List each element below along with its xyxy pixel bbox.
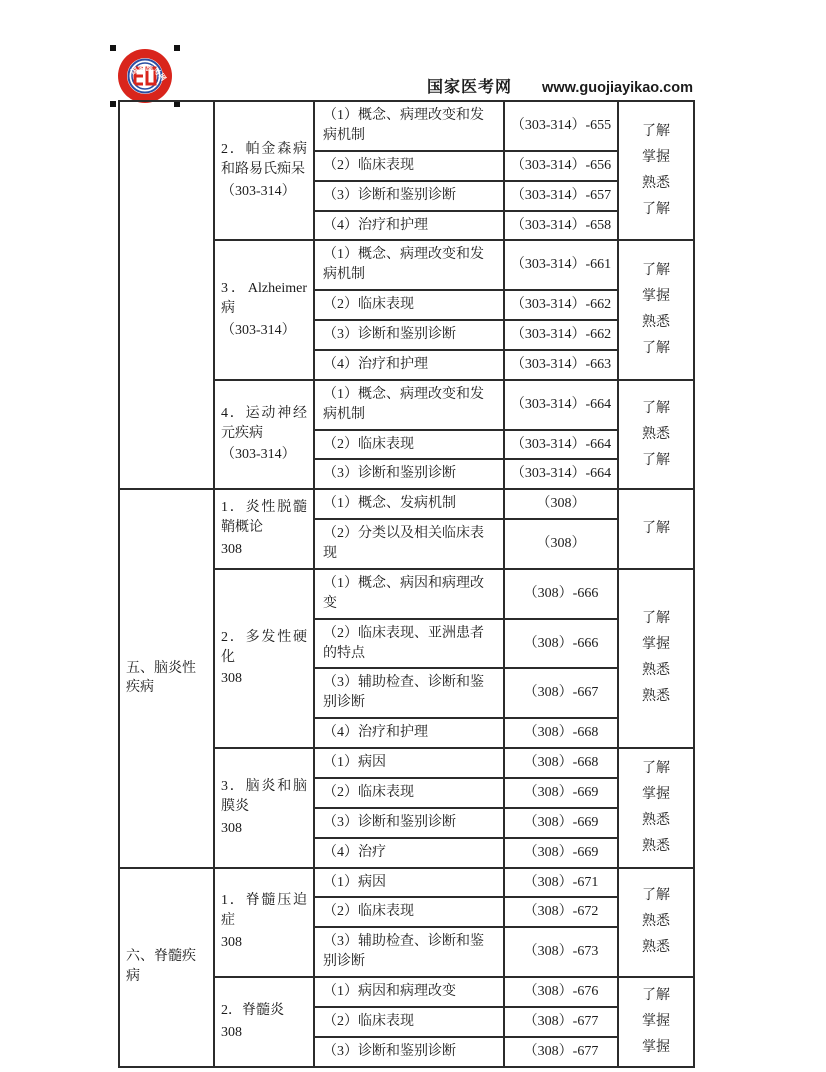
section-cell — [214, 380, 314, 490]
mastery-level: 了解 — [642, 611, 670, 627]
section-page-ref: 308 — [221, 935, 242, 951]
mastery-level: 了解 — [642, 521, 670, 537]
topic-cell: （2）临床表现 — [314, 290, 504, 320]
page-ref-cell: （303-314）-658 — [504, 211, 618, 241]
mastery-cell — [618, 569, 694, 748]
section-cell — [214, 868, 314, 978]
page-ref-cell: （308）-666 — [504, 569, 618, 619]
topic-cell: （3）辅助检查、诊断和鉴别诊断 — [314, 668, 504, 718]
mastery-cell — [618, 489, 694, 569]
page-ref-cell: （303-314）-664 — [504, 380, 618, 430]
page-ref-cell: （308）-677 — [504, 1007, 618, 1037]
page-ref-cell: （308）-677 — [504, 1037, 618, 1067]
section-page-ref: 308 — [221, 542, 242, 557]
topic-cell: （1）概念、病理改变和发病机制 — [314, 380, 504, 430]
mastery-level: 了解 — [642, 888, 670, 904]
section-page-ref: （303-314） — [221, 323, 296, 338]
page-ref-cell: （303-314）-664 — [504, 459, 618, 489]
mastery-level: 了解 — [642, 263, 670, 279]
topic-cell: （3）辅助检查、诊断和鉴别诊断 — [314, 927, 504, 977]
page-ref-cell: （308）-673 — [504, 927, 618, 977]
page-ref-cell: （303-314）-664 — [504, 430, 618, 460]
page-ref-cell: （303-314）-661 — [504, 240, 618, 290]
topic-cell: （1）概念、发病机制 — [314, 489, 504, 519]
table-row — [119, 101, 694, 151]
topic-cell: （1）病因和病理改变 — [314, 977, 504, 1007]
topic-cell: （4）治疗和护理 — [314, 211, 504, 241]
page-ref-cell: （308）-669 — [504, 808, 618, 838]
topic-cell: （2）临床表现 — [314, 897, 504, 927]
topic-cell: （2）临床表现 — [314, 1007, 504, 1037]
page-ref-cell: （303-314）-662 — [504, 290, 618, 320]
category-cell: 五、脑炎性疾病 — [119, 489, 214, 867]
section-name: 3．脑炎和脑膜炎 — [221, 778, 307, 814]
topic-cell: （4）治疗和护理 — [314, 718, 504, 748]
topic-cell: （3）诊断和鉴别诊断 — [314, 1037, 504, 1067]
page-ref-cell: （308）-667 — [504, 668, 618, 718]
mastery-cell — [618, 101, 694, 240]
mastery-level: 了解 — [642, 400, 670, 416]
mastery-cell — [618, 868, 694, 978]
topic-cell: （3）诊断和鉴别诊断 — [314, 459, 504, 489]
mastery-level: 掌握 — [642, 1013, 670, 1029]
mastery-level: 熟悉 — [642, 426, 670, 442]
mastery-cell — [618, 380, 694, 490]
topic-cell: （3）诊断和鉴别诊断 — [314, 320, 504, 350]
mastery-level: 掌握 — [642, 637, 670, 653]
category-cell: 六、脊髓疾病 — [119, 868, 214, 1067]
section-cell — [214, 977, 314, 1067]
topic-cell: （2）临床表现、亚洲患者的特点 — [314, 619, 504, 669]
section-name: 2．脊髓炎 — [221, 1002, 284, 1018]
topic-cell: （2）临床表现 — [314, 151, 504, 181]
mastery-level: 熟悉 — [642, 315, 670, 331]
page-ref-cell: （308） — [504, 489, 618, 519]
mastery-level: 了解 — [642, 201, 670, 217]
category-cell — [119, 101, 214, 489]
mastery-cell — [618, 240, 694, 379]
page-ref-cell: （308）-676 — [504, 977, 618, 1007]
page-ref-cell: （303-314）-662 — [504, 320, 618, 350]
topic-cell: （1）概念、病理改变和发病机制 — [314, 101, 504, 151]
mastery-level: 了解 — [642, 452, 670, 468]
table-row — [119, 489, 694, 519]
section-name: 1．脊髓压迫症 — [221, 893, 307, 929]
topic-cell: （4）治疗和护理 — [314, 350, 504, 380]
section-page-ref: （303-314） — [221, 447, 296, 463]
topic-cell: （1）概念、病理改变和发病机制 — [314, 240, 504, 290]
mastery-level: 了解 — [642, 760, 670, 776]
topic-cell: （1）概念、病因和病理改变 — [314, 569, 504, 619]
section-cell — [214, 101, 314, 240]
page-ref-cell: （308）-668 — [504, 718, 618, 748]
table-row — [119, 868, 694, 898]
topic-cell: （3）诊断和鉴别诊断 — [314, 181, 504, 211]
svg-text:国家医考网: 国家医考网 — [129, 65, 167, 83]
section-page-ref: 308 — [221, 1024, 242, 1040]
page-header — [118, 74, 693, 97]
mastery-level: 熟悉 — [642, 914, 670, 930]
section-cell — [214, 489, 314, 569]
topic-cell: （4）治疗 — [314, 838, 504, 868]
mastery-cell — [618, 748, 694, 868]
page-ref-cell: （308）-669 — [504, 778, 618, 808]
page-ref-cell: （303-314）-656 — [504, 151, 618, 181]
mastery-level: 掌握 — [642, 1039, 670, 1055]
topic-cell: （2）分类以及相关临床表现 — [314, 519, 504, 569]
section-name: 3．Alzheimer病 — [221, 281, 307, 317]
mastery-level: 了解 — [642, 123, 670, 139]
section-cell — [214, 569, 314, 748]
syllabus-table — [118, 100, 695, 1068]
page-ref-cell: （308）-666 — [504, 619, 618, 669]
page-ref-cell: （303-314）-657 — [504, 181, 618, 211]
section-cell — [214, 748, 314, 868]
page-ref-cell: （308）-671 — [504, 868, 618, 898]
section-name: 2．多发性硬化 — [221, 629, 307, 665]
site-name: 国家医考网 — [427, 79, 513, 96]
mastery-level: 掌握 — [642, 786, 670, 802]
mastery-level: 掌握 — [642, 289, 670, 305]
page-ref-cell: （303-314）-663 — [504, 350, 618, 380]
mastery-level: 熟悉 — [642, 812, 670, 828]
mastery-level: 了解 — [642, 341, 670, 357]
page-ref-cell: （308）-668 — [504, 748, 618, 778]
section-page-ref: 308 — [221, 820, 242, 836]
topic-cell: （1）病因 — [314, 748, 504, 778]
section-cell — [214, 240, 314, 379]
mastery-level: 了解 — [642, 987, 670, 1003]
page-ref-cell: （308）-669 — [504, 838, 618, 868]
page-ref-cell: （308）-672 — [504, 897, 618, 927]
site-url: www.guojiayikao.com — [542, 80, 693, 96]
mastery-cell — [618, 977, 694, 1067]
section-page-ref: 308 — [221, 671, 242, 687]
section-name: 1．炎性脱髓鞘概论 — [221, 500, 307, 536]
syllabus-table-body — [119, 101, 694, 1067]
section-name: 2．帕金森病和路易氏痴呆 — [221, 141, 307, 177]
mastery-level: 熟悉 — [642, 663, 670, 679]
mastery-level: 熟悉 — [642, 940, 670, 956]
topic-cell: （2）临床表现 — [314, 430, 504, 460]
topic-cell: （3）诊断和鉴别诊断 — [314, 808, 504, 838]
mastery-level: 掌握 — [642, 149, 670, 165]
section-page-ref: （303-314） — [221, 183, 296, 199]
topic-cell: （2）临床表现 — [314, 778, 504, 808]
mastery-level: 熟悉 — [642, 838, 670, 854]
section-name: 4．运动神经元疾病 — [221, 405, 307, 441]
topic-cell: （1）病因 — [314, 868, 504, 898]
page-ref-cell: （303-314）-655 — [504, 101, 618, 151]
mastery-level: 熟悉 — [642, 689, 670, 705]
page-ref-cell: （308） — [504, 519, 618, 569]
mastery-level: 熟悉 — [642, 175, 670, 191]
